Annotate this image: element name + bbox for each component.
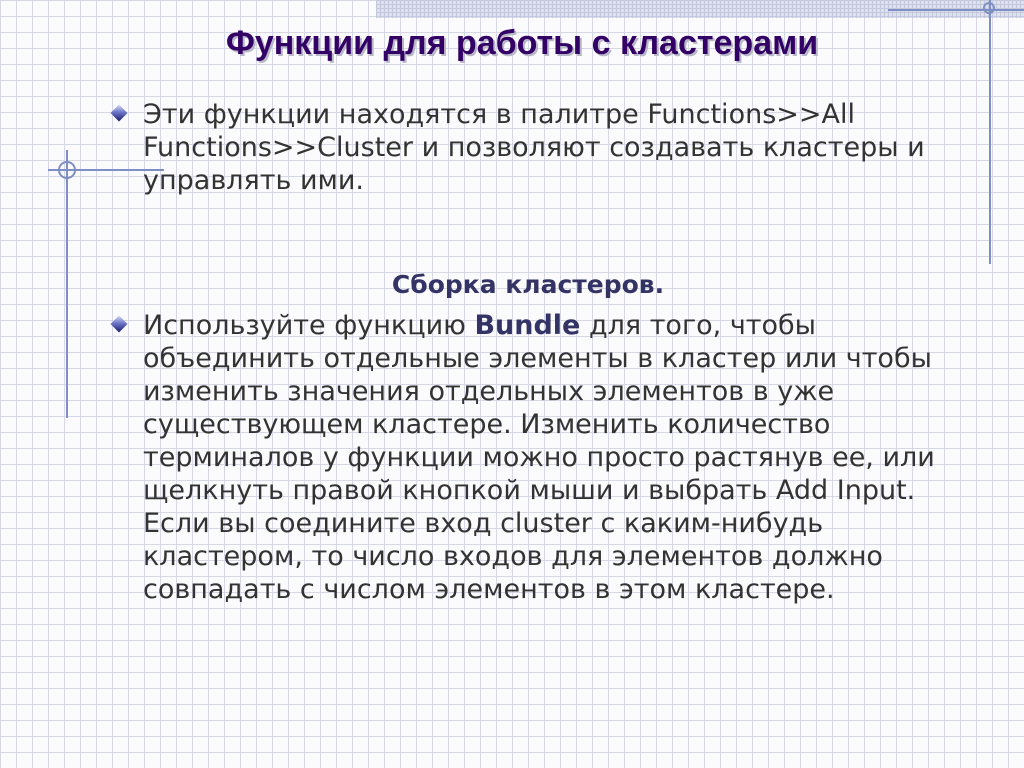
- bundle-bullet-text: [143, 309, 940, 606]
- decorative-circle-right: [983, 2, 995, 14]
- slide-title: Функции для работы с кластерами: [225, 24, 819, 62]
- intro-bullet-text: Эти функции находятся в палитре Functions>>All Functions>>Cluster и позволяют создавать кластеры и управлять ими.: [143, 99, 925, 196]
- bundle-bullet-text-after: для того, чтобы объединить отдельные элементы в кластер или чтобы изменить значения отдельных элементов в уже существующем кластере. Изменить количество терминалов у функции можно просто растянув ее, или щелкнуть правой кнопкой мыши и выбрать Add Input. Если вы соедините вход cluster с каким-нибудь кластером, то число входов для элементов должно совпадать с числом элементов в этом кластере.: [143, 310, 935, 605]
- section-heading: Сборка кластеров.: [391, 270, 665, 299]
- decorative-circle-left: [58, 161, 76, 179]
- diamond-bullet-icon: [111, 105, 128, 122]
- intro-bullet: [110, 98, 940, 197]
- bundle-bullet-text-before: Используйте функцию: [143, 310, 475, 341]
- diamond-bullet-icon: [111, 316, 128, 333]
- decorative-horizontal-line-right: [888, 9, 1024, 11]
- bundle-bullet: [110, 309, 940, 606]
- bundle-term: Bundle: [474, 310, 581, 341]
